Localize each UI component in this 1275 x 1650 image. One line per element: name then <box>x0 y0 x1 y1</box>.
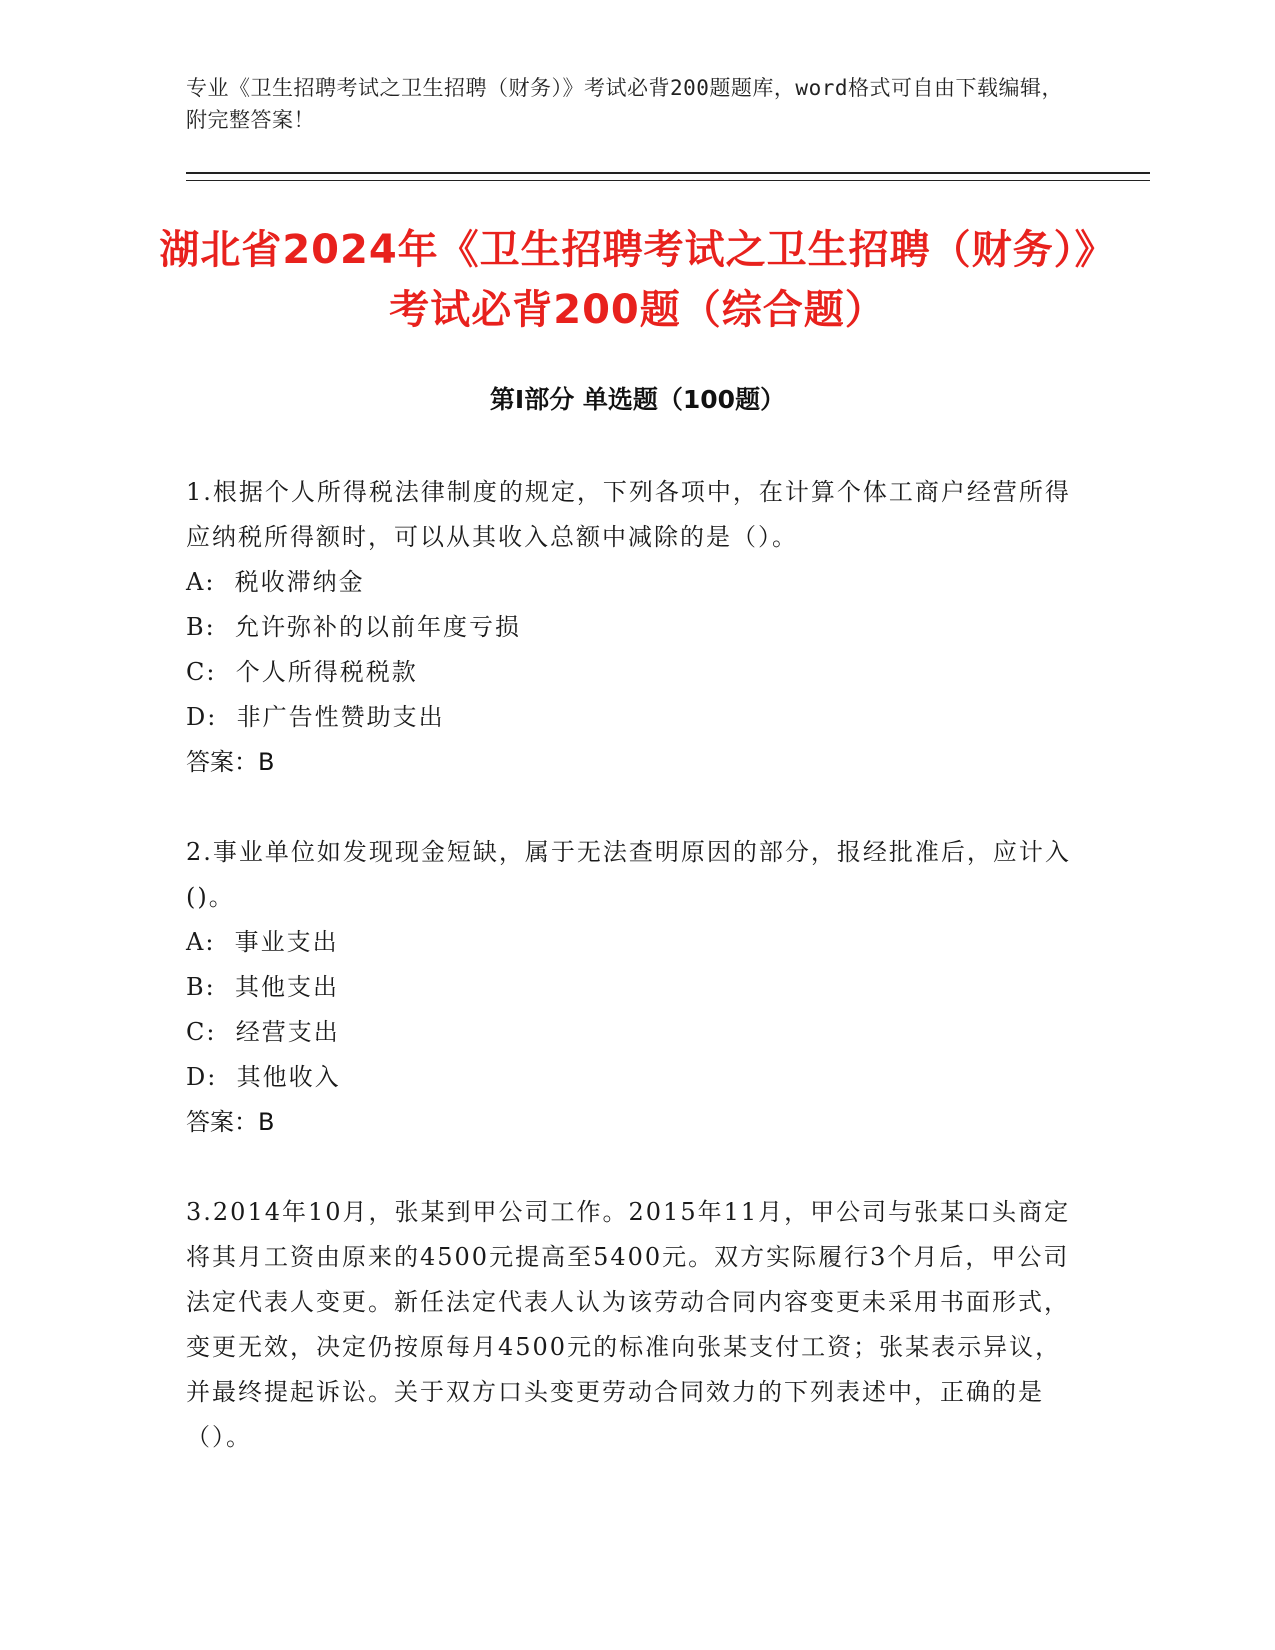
header-divider-thin <box>186 180 1150 181</box>
question-text: 2.事业单位如发现现金短缺，属于无法查明原因的部分，报经批准后，应计入()。 <box>186 838 1071 911</box>
option-b: B: 允许弥补的以前年度亏损 <box>186 613 521 641</box>
option-c: C: 个人所得税税款 <box>186 658 418 686</box>
header-divider-thick <box>186 172 1150 174</box>
question-text: 1.根据个人所得税法律制度的规定，下列各项中，在计算个体工商户经营所得应纳税所得额时，可以从其收入总额中减除的是（）。 <box>186 478 1071 551</box>
answer: 答案：B <box>186 1108 275 1136</box>
section-title: 第Ⅰ部分 单选题（100题） <box>489 385 786 414</box>
document-title: 湖北省2024年《卫生招聘考试之卫生招聘（财务）》考试必背200题（综合题） <box>159 227 1116 333</box>
option-d: D: 非广告性赞助支出 <box>186 703 445 731</box>
option-a: A: 税收滞纳金 <box>186 568 365 596</box>
question-1 <box>186 470 1071 785</box>
question-2 <box>186 830 1071 1145</box>
option-a: A: 事业支出 <box>186 928 339 956</box>
question-text: 3.2014年10月，张某到甲公司工作。2015年11月，甲公司与张某口头商定将其月工资由原来的4500元提高至5400元。双方实际履行3个月后，甲公司法定代表人变更。新任法定代表人认为该劳动合同内容变更未采用书面形式，变更无效，决定仍按原每月4500元的标准向张某支付工资；张某表示异议，并最终提起诉讼。关于双方口头变更劳动合同效力的下列表述中，正确的是（）。 <box>186 1198 1071 1451</box>
question-3 <box>186 1190 1071 1460</box>
option-c: C: 经营支出 <box>186 1018 340 1046</box>
option-d: D: 其他收入 <box>186 1063 341 1091</box>
answer: 答案：B <box>186 748 275 776</box>
header-note: 专业《卫生招聘考试之卫生招聘（财务）》考试必背200题题库，word格式可自由下载编辑，附完整答案！ <box>186 76 1063 132</box>
option-b: B: 其他支出 <box>186 973 339 1001</box>
